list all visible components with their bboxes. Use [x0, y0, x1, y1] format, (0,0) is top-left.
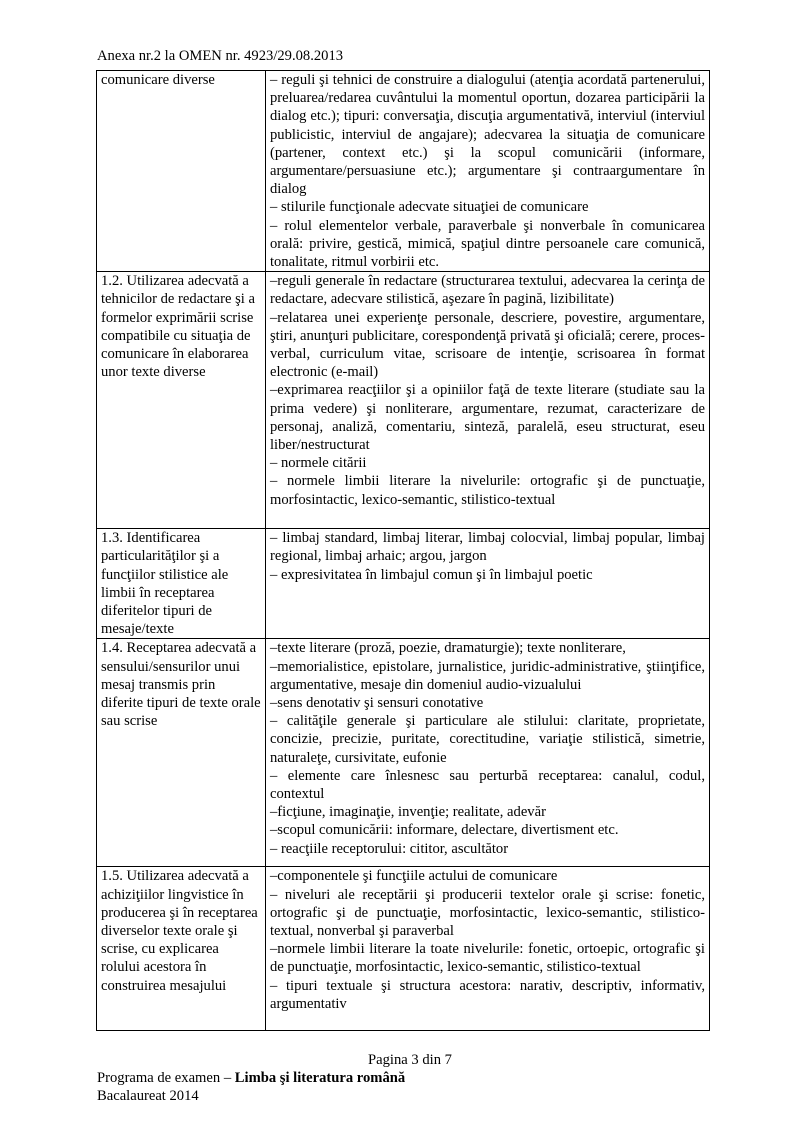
competence-cell: 1.4. Receptarea adecvată a sensului/sensurilor unui mesaj transmis prin diferite tipuri de texte orale sau scrise	[97, 639, 266, 867]
program-line	[97, 1069, 800, 1087]
content-item: –componentele şi funcţiile actului de comunicare	[270, 868, 558, 885]
page-number: Pagina 3 din 7	[368, 1052, 452, 1068]
annex-header: Anexa nr.2 la OMEN nr. 4923/29.08.2013	[97, 48, 344, 64]
content-item: – tipuri textuale şi structura acestora: narativ, descriptiv, informativ, argumentativ	[270, 977, 705, 1012]
content-item: –texte literare (proză, poezie, dramaturgie); texte nonliterare,	[270, 640, 626, 657]
program-subject: Limba şi literatura română	[234, 1070, 406, 1086]
content-item: –memorialistice, epistolare, jurnalistice, juridic-administrative, ştiinţifice, argumentative, mesaje din domeniul audio-vizualului	[270, 658, 705, 693]
exam-name: Bacalaureat 2014	[97, 1088, 199, 1104]
content-item: – niveluri ale receptării şi producerii textelor orale şi scrise: fonetic, ortografic şi de punctuaţie, morfosintactic, lexico-semantic, stilistico-textual, nonverbal şi paraverbal	[270, 886, 705, 940]
content-item: – limbaj standard, limbaj literar, limbaj colocvial, limbaj popular, limbaj regional, limbaj arhaic; argou, jargon	[270, 530, 705, 565]
table-row	[97, 272, 710, 529]
page-footer	[0, 1051, 800, 1105]
competence-cell: 1.3. Identificarea particularităţilor şi a funcţiilor stilistice ale limbii în receptarea diferitelor tipuri de mesaje/texte	[97, 529, 266, 639]
table-row	[97, 529, 710, 639]
content-item: – expresivitatea în limbajul comun şi în limbajul poetic	[270, 566, 593, 583]
content-item: – normele citării	[270, 455, 367, 472]
content-item: – elemente care înlesnesc sau perturbă receptarea: canalul, codul, contextul	[270, 767, 705, 803]
content-cell	[266, 71, 710, 272]
content-item: – rolul elementelor verbale, paraverbale şi nonverbale în comunicarea orală: privire, gestică, mimică, spaţiul dintre persoanele care comunică, tonalitate, ritmul vorbirii etc.	[270, 217, 705, 271]
program-prefix: Programa de examen –	[97, 1070, 235, 1086]
content-item: – reacţiile receptorului: cititor, ascultător	[270, 840, 509, 857]
content-item: –reguli generale în redactare (structurarea textului, adecvarea la cerinţa de redactare, adecvare stilistică, aşezare în pagină, lizibilitate)	[270, 273, 705, 308]
content-item: –exprimarea reacţiilor şi a opiniilor faţă de texte literare (studiate sau la prima vedere) şi nonliterare, argumentare, rezumat, caracterizare de personaj, analiză, comentariu, sinteză, paralelă, eseu structurat, eseu liber/nestructurat	[270, 382, 705, 454]
competence-cell: 1.2. Utilizarea adecvată a tehnicilor de redactare şi a formelor exprimării scrise compatibile cu situaţia de comunicare în elaborarea unor texte diverse	[97, 272, 266, 529]
content-cell	[266, 867, 710, 1031]
content-item: –sens denotativ şi sensuri conotative	[270, 695, 484, 712]
content-item: –relatarea unei experienţe personale, descriere, povestire, argumentare, ştiri, anunţuri publicitare, corespondenţă privată şi oficială; cerere, proces-verbal, curriculum vitae, scrisoare de intenţie, scrisoarea în format electronic (e-mail)	[270, 309, 705, 381]
content-cell	[266, 529, 710, 639]
content-item: – normele limbii literare la nivelurile: ortografic şi de punctuaţie, morfosintactic, lexico-semantic, stilistico-textual	[270, 473, 705, 508]
curriculum-table	[96, 70, 710, 1031]
content-item: –scopul comunicării: informare, delectare, divertisment etc.	[270, 822, 619, 839]
content-item: –ficţiune, imaginaţie, invenţie; realitate, adevăr	[270, 804, 546, 821]
content-item: – stilurile funcţionale adecvate situaţiei de comunicare	[270, 199, 589, 216]
competence-cell: comunicare diverse	[97, 71, 266, 272]
content-cell	[266, 639, 710, 867]
content-cell	[266, 272, 710, 529]
content-item: – calităţile generale şi particulare ale stilului: claritate, proprietate, concizie, precizie, puritate, corectitudine, variaţie stilistică, simetrie, naturaleţe, cursivitate, eufonie	[270, 713, 705, 766]
content-item: – reguli şi tehnici de construire a dialogului (atenţia acordată partenerului, preluarea/redarea cuvântului la momentul oportun, dozarea participării la dialog etc.); tipuri: conversaţia, discuţia argumentativă, interviul (interviul publicistic, interviul de angajare); adecvarea la situaţia de comunicare (partener, context etc.) şi la scopul comunicării (informare, argumentare/persuasiune etc.); argumentare şi contraargumentare în dialog	[270, 72, 705, 198]
content-item: –normele limbii literare la toate nivelurile: fonetic, ortoepic, ortografic şi de punctuaţie, morfosintactic, lexico-semantic, stilistico-textual	[270, 941, 705, 976]
table-row	[97, 639, 710, 867]
table-row	[97, 71, 710, 272]
competence-cell: 1.5. Utilizarea adecvată a achiziţiilor lingvistice în producerea şi în receptarea diverselor texte orale şi scrise, cu explicarea rolului acestora în construirea mesajului	[97, 867, 266, 1031]
table-row	[97, 867, 710, 1031]
